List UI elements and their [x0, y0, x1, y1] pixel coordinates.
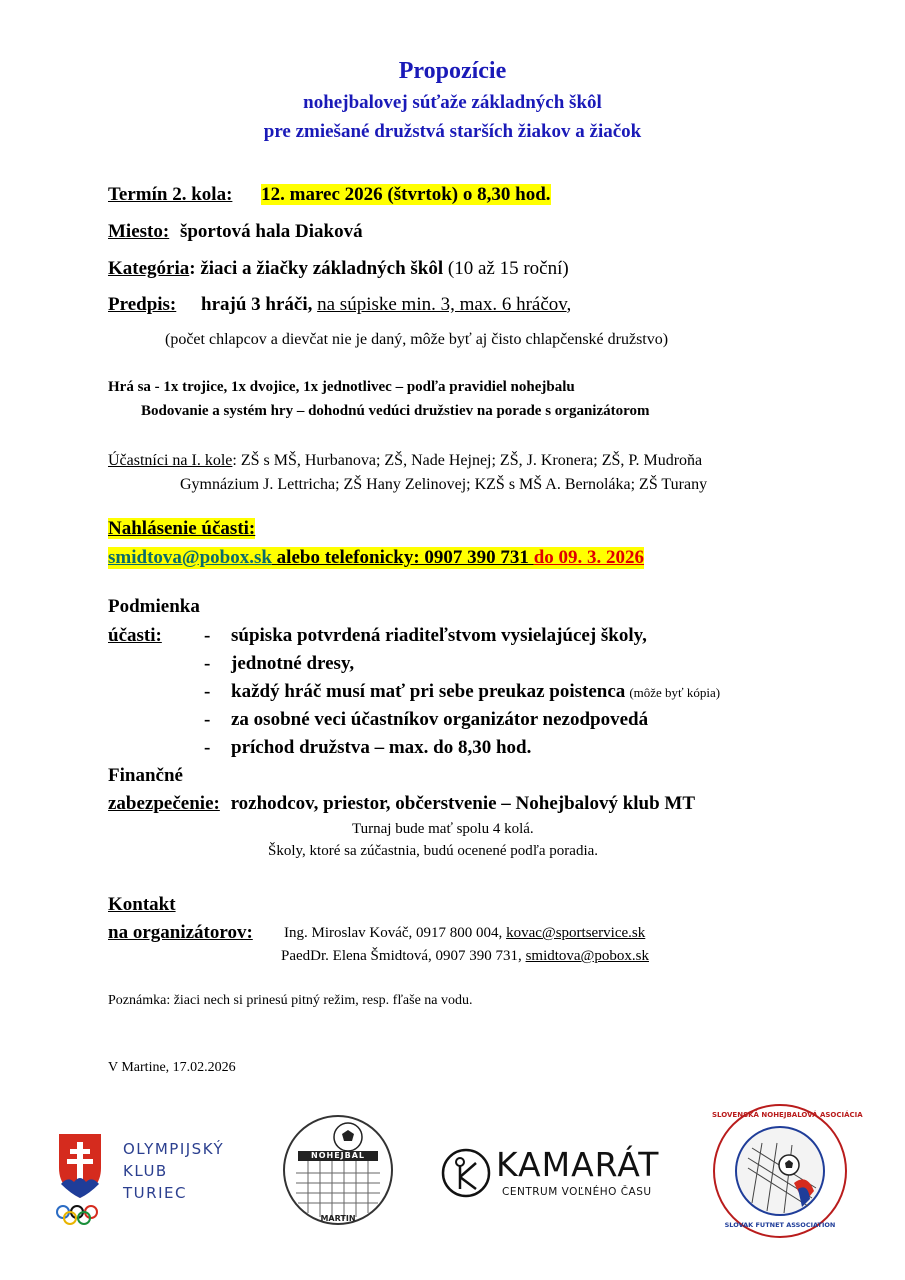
podmienka-item: každý hráč musí mať pri sebe preukaz poistenca [231, 681, 626, 702]
okt-line-1: OLYMPIJSKÝ [123, 1140, 225, 1158]
nohejbal-top-text: NOHEJBAL [311, 1151, 366, 1160]
predpis-row [108, 294, 571, 316]
nahlasenie-deadline: do 09. 3. 2026 [533, 547, 645, 568]
kontakt-email-1[interactable]: kovac@sportservice.sk [506, 925, 646, 941]
kontakt-label-2: na organizátorov: [108, 922, 253, 943]
podmienka-item: súpiska potvrdená riaditeľstvom vysielajúcej školy, [231, 625, 647, 646]
nohejbal-martin-logo [278, 1113, 398, 1228]
financne-value: rozhodcov, priestor, občerstvenie – Nohejbalový klub MT [230, 793, 696, 814]
miesto-row [108, 221, 363, 243]
datum: V Martine, 17.02.2026 [108, 1060, 236, 1075]
financne-note-1: Turnaj bude mať spolu 4 kolá. [352, 821, 534, 837]
kamarat-subtitle: CENTRUM VOĽNÉHO ČASU [502, 1186, 652, 1198]
nahlasenie-label: Nahlásenie účasti: [108, 518, 256, 539]
podmienka-label-1: Podmienka [108, 596, 200, 617]
slovak-shield-icon [55, 1130, 115, 1225]
podmienka-dash: - [204, 681, 211, 702]
podmienka-item-row [231, 681, 720, 703]
predpis-value: hrajú 3 hráči, [201, 294, 318, 315]
sna-bottom-text: SLOVAK FUTNET ASSOCIATION [724, 1221, 836, 1229]
predpis-note: (počet chlapcov a dievčat nie je daný, môže byť aj čisto chlapčenské družstvo) [165, 331, 669, 348]
nohejbal-bottom-text: MARTIN [320, 1214, 356, 1223]
kamarat-figure-icon [440, 1147, 492, 1199]
podmienka-item-note: (môže byť kópia) [629, 685, 721, 700]
kontakt-contact-1 [284, 925, 645, 942]
nohejbal-ball-icon [278, 1113, 398, 1228]
kategoria-age: (10 až 15 roční) [443, 258, 569, 279]
nahlasenie-label-row [108, 518, 255, 540]
kategoria-label: Kategória [108, 258, 190, 279]
podmienka-dash: - [204, 625, 211, 646]
sna-top-text: SLOVENSKÁ NOHEJBALOVÁ ASOCIÁCIA [712, 1111, 863, 1119]
ucastnici-label: Účastníci na I. kole [108, 452, 233, 469]
termin-value: 12. marec 2026 (štvrtok) o 8,30 hod. [261, 184, 551, 205]
page-title: Propozície [398, 58, 507, 84]
podmienka-dash: - [204, 653, 211, 674]
kontakt-contact-2 [281, 948, 649, 965]
nahlasenie-email[interactable]: smidtova@pobox.sk [108, 547, 272, 568]
termin-row [108, 184, 551, 206]
sna-emblem-icon [712, 1103, 863, 1239]
okt-logo [55, 1130, 255, 1225]
page-subtitle-1: nohejbalovej súťaže základných škôl [303, 92, 602, 113]
miesto-value: športová hala Diaková [179, 221, 363, 242]
kontakt-email-2[interactable]: smidtova@pobox.sk [525, 948, 649, 964]
hra-line-1: Hrá sa - 1x trojice, 1x dvojice, 1x jednotlivec – podľa pravidiel nohejbalu [108, 379, 575, 395]
kategoria-value: : žiaci a žiačky základných škôl [189, 258, 444, 279]
podmienka-dash: - [204, 737, 211, 758]
okt-line-2: KLUB [123, 1162, 168, 1180]
predpis-label: Predpis: [108, 294, 177, 315]
predpis-supiska: na súpiske min. 3, max. 6 hráčov [317, 294, 567, 315]
poznamka: Poznámka: žiaci nech si prinesú pitný režim, resp. fľaše na vodu. [108, 993, 473, 1008]
predpis-comma: , [566, 294, 572, 315]
kontakt-contact-2-text: PaedDr. Elena Šmidtová, 0907 390 731, [281, 948, 526, 964]
podmienka-item: jednotné dresy, [231, 653, 355, 674]
kamarat-logo [440, 1145, 680, 1205]
kamarat-name: KAMARÁT [496, 1145, 660, 1184]
kategoria-row [108, 258, 569, 280]
financne-label-1: Finančné [108, 765, 183, 786]
ucastnici-line-1 [108, 452, 702, 470]
ucastnici-line-2: Gymnázium J. Lettricha; ZŠ Hany Zelinovej; KZŠ s MŠ A. Bernoláka; ZŠ Turany [180, 476, 708, 493]
okt-line-3: TURIEC [123, 1184, 187, 1202]
financne-row [108, 793, 695, 815]
nahlasenie-contact-row [108, 547, 644, 569]
nahlasenie-phone: alebo telefonicky: 0907 390 731 [271, 547, 534, 568]
financne-label-2: zabezpečenie: [108, 793, 220, 814]
page-subtitle-2: pre zmiešané družstvá starších žiakov a žiačok [263, 121, 642, 142]
hra-line-2: Bodovanie a systém hry – dohodnú vedúci družstiev na porade s organizátorom [141, 403, 650, 419]
termin-label: Termín 2. kola: [108, 184, 233, 205]
podmienka-label-2: účasti: [108, 625, 162, 646]
financne-note-2: Školy, ktoré sa zúčastnia, budú ocenené podľa poradia. [268, 843, 599, 859]
miesto-label: Miesto: [108, 221, 170, 242]
ucastnici-list-1: : ZŠ s MŠ, Hurbanova; ZŠ, Nade Hejnej; ZŠ, J. Kronera; ZŠ, P. Mudroňa [232, 452, 703, 469]
sna-logo [712, 1103, 863, 1239]
podmienka-item: za osobné veci účastníkov organizátor nezodpovedá [231, 709, 649, 730]
podmienka-item: príchod družstva – max. do 8,30 hod. [231, 737, 532, 758]
kontakt-label-1: Kontakt [108, 894, 176, 915]
kontakt-contact-1-text: Ing. Miroslav Kováč, 0917 800 004, [284, 925, 507, 941]
podmienka-dash: - [204, 709, 211, 730]
